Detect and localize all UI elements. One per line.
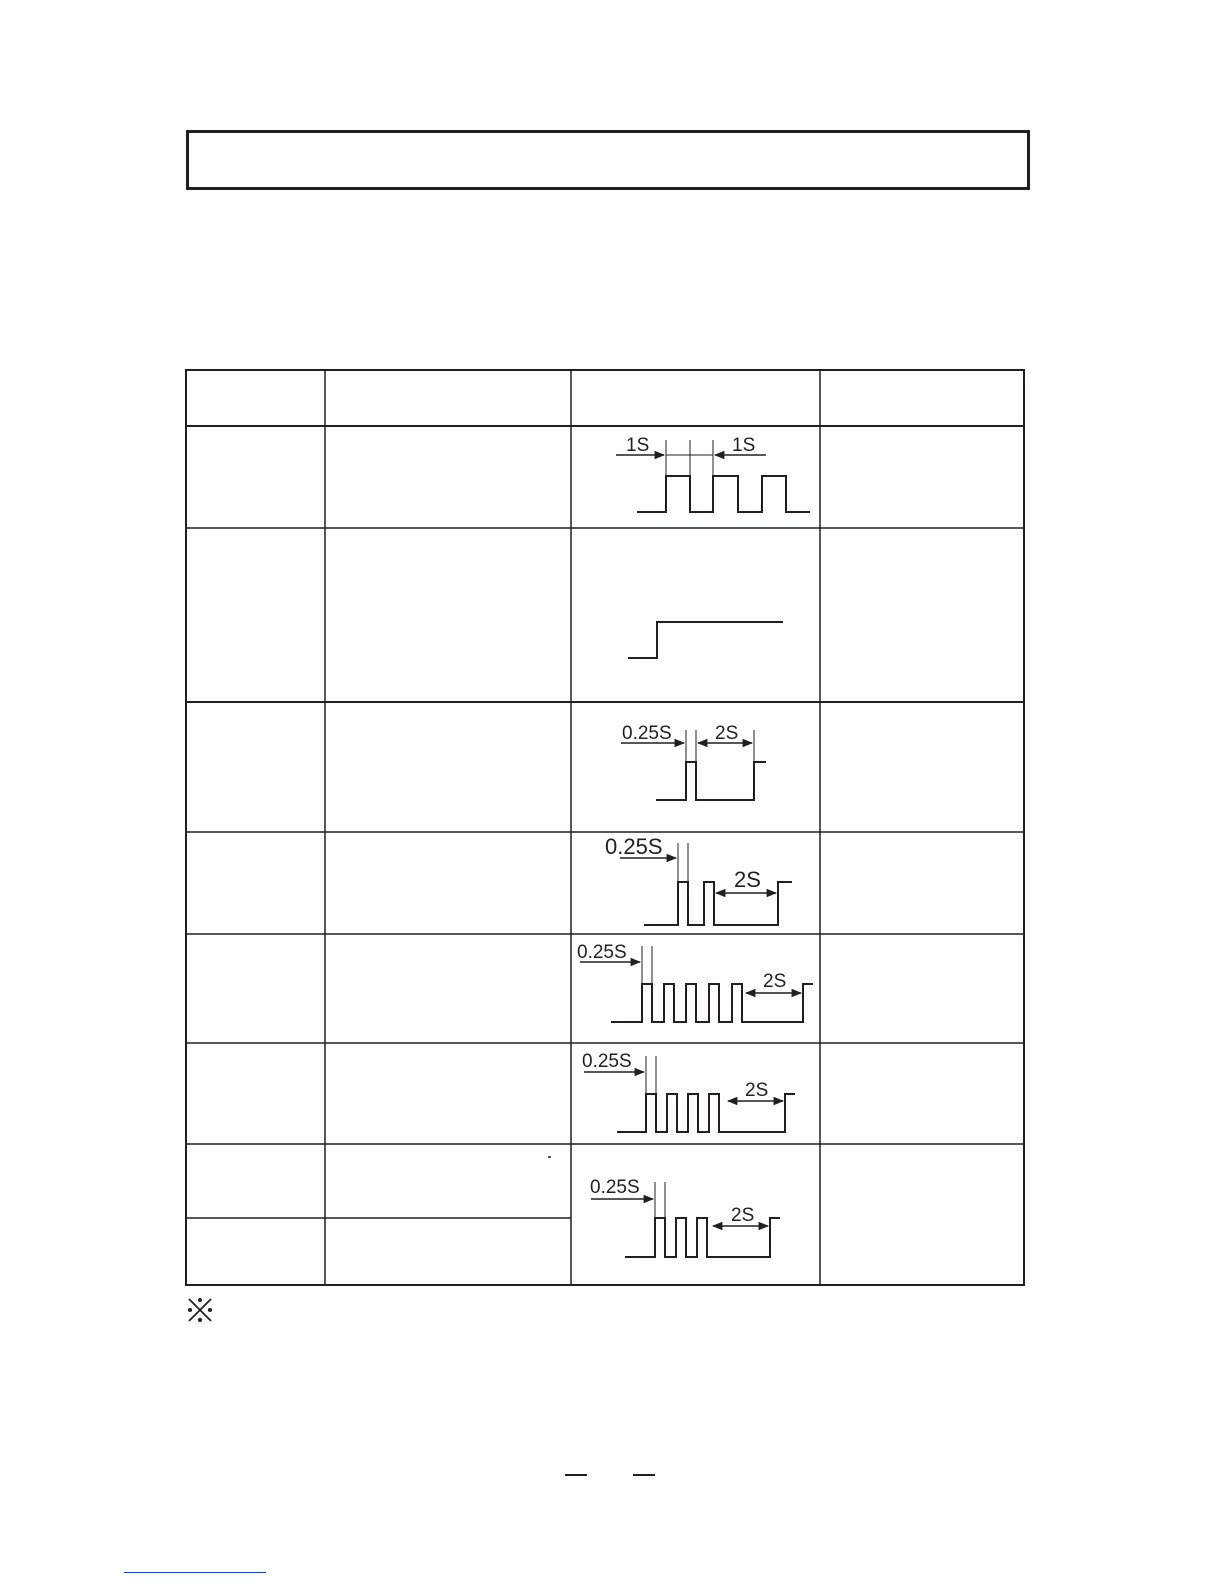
note-reference-mark-icon (186, 1296, 214, 1324)
wf-row5-label-2: 2S (763, 971, 787, 992)
waveform-row-2 (628, 622, 783, 658)
wf-row4-label-2: 2S (734, 867, 761, 892)
table-grid (186, 370, 1024, 1285)
wf-row7-label-1: 0.25S (590, 1177, 640, 1198)
wf-row1-label-2: 1S (732, 435, 756, 456)
wf-row4-label-1: 0.25S (605, 834, 663, 859)
page-number-dash-left (565, 1474, 587, 1476)
wf-row1-label-1: 1S (626, 435, 650, 456)
wf-row3-label-1: 0.25S (622, 723, 672, 744)
wf-row7-label-2: 2S (731, 1205, 755, 1226)
wf-row6-label-1: 0.25S (582, 1051, 632, 1072)
footer-link-underline[interactable] (124, 1572, 266, 1573)
wf-row3-label-2: 2S (715, 723, 739, 744)
wf-row5-label-1: 0.25S (577, 942, 627, 963)
wf-row6-label-2: 2S (745, 1080, 769, 1101)
page-number-dash-right (633, 1474, 655, 1476)
